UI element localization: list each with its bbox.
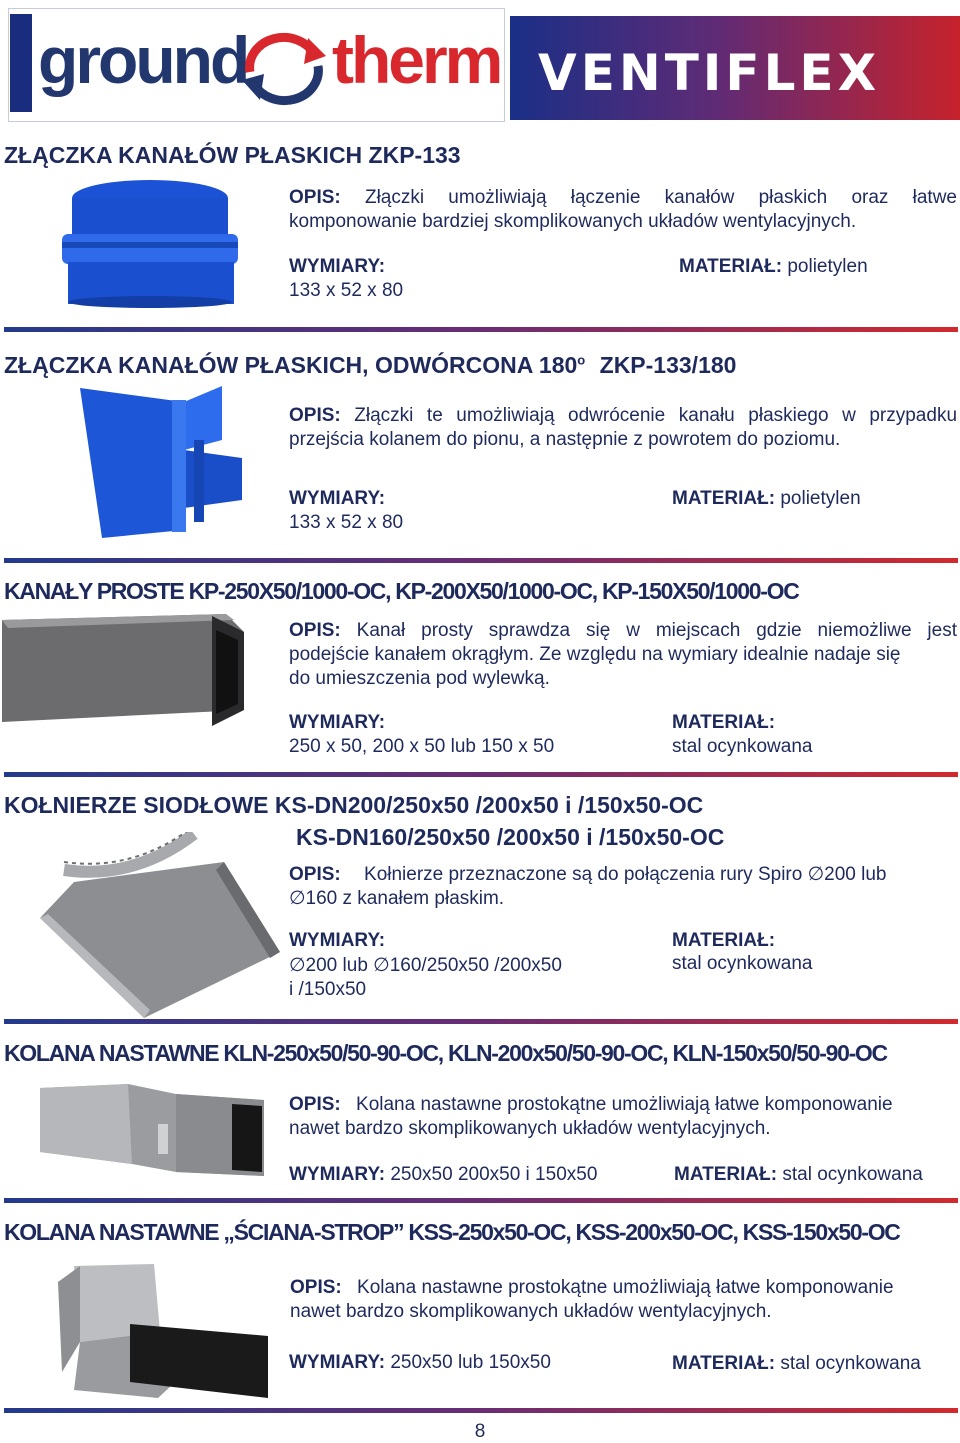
wymiary-label: WYMIARY: [289, 930, 386, 951]
section-divider [4, 1198, 958, 1203]
page-header [0, 0, 960, 126]
opis-label: OPIS: [290, 1277, 342, 1298]
material-value: polietylen [780, 488, 861, 509]
material-row [679, 255, 868, 279]
degree-sup: o [577, 352, 586, 368]
wymiary-value: 250 x 50, 200 x 50 lub 150 x 50 [289, 736, 555, 757]
material-row [672, 487, 861, 511]
logo-ground-text: ground [38, 23, 248, 97]
opis-text: Kolana nastawne prostokątne umożliwiają łatwe komponowanie [356, 1094, 893, 1115]
opis-line-2: ∅160 z kanałem płaskim. [289, 888, 505, 909]
material-value: polietylen [787, 256, 868, 277]
material-value: stal ocynkowana [672, 736, 813, 757]
opis-line-2: podejście kanałem okrągłym. Ze względu na wymiary idealnie nadaje się [289, 644, 901, 665]
opis-text: Kanał prosty sprawdza się w miejscach gdzie niemożliwe jest [356, 620, 957, 641]
wymiary-value: 133 x 52 x 80 [289, 512, 404, 533]
logo-accent-bar [10, 14, 32, 112]
material-row [674, 1163, 923, 1187]
wymiary-value: 133 x 52 x 80 [289, 280, 404, 301]
opis-label: OPIS: [289, 1094, 341, 1115]
opis-text: Kołnierze przeznaczone są do połączenia rury Spiro ∅200 lub [364, 864, 887, 885]
wymiary-row [289, 1351, 551, 1375]
logo-therm-text: therm [332, 23, 501, 97]
material-label: MATERIAŁ: [672, 930, 776, 951]
adjustable-elbow-image [36, 1080, 268, 1184]
section-divider [4, 558, 958, 563]
opis-label: OPIS: [289, 187, 341, 208]
section-title-kolana-kln: KOLANA NASTAWNE KLN-250x50/50-90-OC, KLN-200x50/50-90-OC, KLN-150x50/50-90-OC [4, 1040, 887, 1066]
wymiary-row [289, 1163, 597, 1187]
section-title-kanaly-proste: KANAŁY PROSTE KP-250X50/1000-OC, KP-200X50/1000-OC, KP-150X50/1000-OC [4, 578, 799, 604]
section-divider [4, 1019, 958, 1024]
material-row [672, 1352, 921, 1376]
ventiflex-logo-text: VENTIFLEX [538, 44, 881, 102]
opis-line-3: do umieszczenia pod wylewką. [289, 668, 550, 689]
opis-line-2: komponowanie bardziej skomplikowanych układów wentylacyjnych. [289, 211, 857, 232]
material-label: MATERIAŁ: [672, 488, 776, 509]
straight-duct-image [2, 610, 246, 736]
opis-line-2: nawet bardzo skomplikowanych układów wentylacyjnych. [290, 1301, 772, 1322]
material-label: MATERIAŁ: [674, 1164, 778, 1185]
section-title-zkp133-180 [4, 352, 736, 379]
title-part-a: ZŁĄCZKA KANAŁÓW PŁASKICH, ODWÓRCONA 180 [4, 352, 578, 378]
section-title-kolana-kss: KOLANA NASTAWNE „ŚCIANA-STROP” KSS-250x50-OC, KSS-200x50-OC, KSS-150x50-OC [4, 1219, 900, 1245]
wymiary-value: 250x50 lub 150x50 [390, 1352, 551, 1373]
opis-line-1 [289, 863, 957, 887]
wymiary-label: WYMIARY: [289, 712, 386, 733]
material-label: MATERIAŁ: [672, 712, 776, 733]
section-title-kolnierze-line2: KS-DN160/250x50 /200x50 i /150x50-OC [296, 824, 725, 850]
opis-line-2: przejścia kolanem do pionu, a następnie z powrotem do poziomu. [289, 429, 841, 450]
material-value: stal ocynkowana [782, 1164, 923, 1185]
opis-line-1 [289, 1093, 893, 1117]
wall-ceiling-elbow-image [54, 1262, 276, 1402]
wymiary-label: WYMIARY: [289, 1352, 386, 1373]
opis-line-1 [289, 619, 957, 643]
opis-text: Kolana nastawne prostokątne umożliwiają łatwe komponowanie [357, 1277, 894, 1298]
material-label: MATERIAŁ: [679, 256, 783, 277]
section-title-zkp133: ZŁĄCZKA KANAŁÓW PŁASKICH ZKP-133 [4, 142, 461, 168]
opis-label: OPIS: [289, 405, 341, 426]
page-number: 8 [474, 1421, 486, 1442]
swirl-arrows-icon [236, 20, 332, 116]
opis-line-2: nawet bardzo skomplikowanych układów wentylacyjnych. [289, 1118, 771, 1139]
title-part-b: ZKP-133/180 [599, 352, 737, 378]
material-label: MATERIAŁ: [672, 1353, 776, 1374]
material-value: stal ocynkowana [780, 1353, 921, 1374]
opis-label: OPIS: [289, 864, 341, 885]
section-divider [4, 1408, 958, 1413]
material-value: stal ocynkowana [672, 953, 813, 974]
section-title-kolnierze: KOŁNIERZE SIODŁOWE KS-DN200/250x50 /200x50 i /150x50-OC [4, 792, 704, 818]
blue-coupler-image [58, 176, 242, 310]
wymiary-value-line1: ∅200 lub ∅160/250x50 /200x50 [289, 955, 562, 976]
section-divider [4, 327, 958, 332]
wymiary-label: WYMIARY: [289, 488, 386, 509]
wymiary-label: WYMIARY: [289, 1164, 386, 1185]
opis-line-1 [290, 1276, 894, 1300]
opis-label: OPIS: [289, 620, 341, 641]
saddle-flange-image [34, 832, 282, 1022]
opis-line-1 [289, 186, 957, 210]
wymiary-value: 250x50 200x50 i 150x50 [390, 1164, 598, 1185]
opis-text: Złączki umożliwiają łączenie kanałów płaskich oraz łatwe [364, 187, 958, 208]
wymiary-value-line2: i /150x50 [289, 979, 367, 1000]
wymiary-label: WYMIARY: [289, 256, 386, 277]
blue-reverse-coupler-image [72, 380, 248, 542]
section-divider [4, 772, 958, 777]
opis-line-1 [289, 404, 957, 428]
opis-text: Złączki te umożliwiają odwrócenie kanału płaskiego w przypadku [354, 405, 958, 426]
